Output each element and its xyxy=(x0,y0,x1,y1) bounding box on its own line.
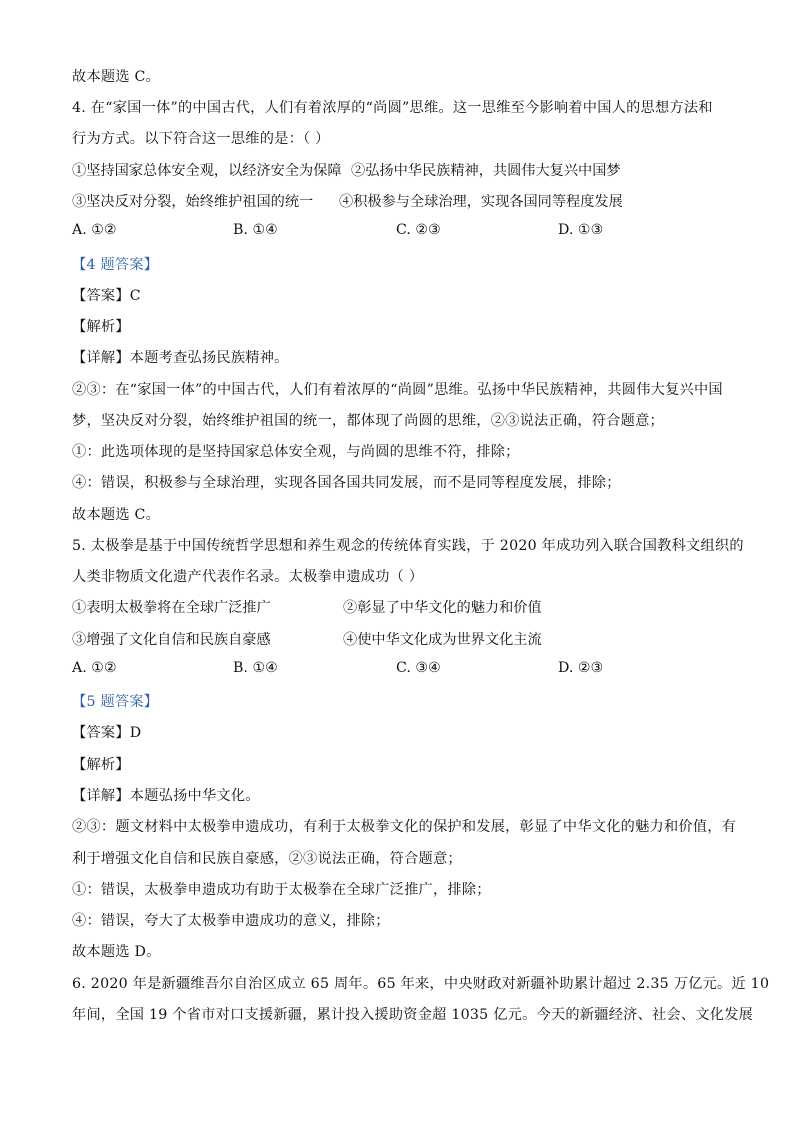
q5-statement-1: ①表明太极拳将在全球广泛推广 xyxy=(72,600,271,616)
q5-statement-3: ③增强了文化自信和民族自豪感 xyxy=(72,632,271,648)
q5-answer-heading: 【5 题答案】 xyxy=(72,694,159,710)
q4-explanation-3: ①：此选项体现的是坚持国家总体安全观，与尚圆的思维不符，排除； xyxy=(72,444,520,460)
q4-statement-2: ②弘扬中华民族精神，共圆伟大复兴中国梦 xyxy=(351,163,621,179)
q5-option-d: D. ②③ xyxy=(558,660,604,676)
q5-conclusion: 故本题选 D。 xyxy=(72,944,161,960)
q4-statements-row-1 xyxy=(72,160,722,180)
q4-option-d: D. ①③ xyxy=(558,222,604,238)
q4-answer: 【答案】C xyxy=(72,288,141,304)
q5-explanation-1: ②③：题文材料中太极拳申遗成功，有利于太极拳文化的保护和发展，彰显了中华文化的魅力和价值，有 xyxy=(72,819,737,835)
q6-stem-line-2: 年间，全国 19 个省市对口支援新疆，累计投入援助资金超 1035 亿元。今天的新疆经济、社会、文化发展 xyxy=(72,1007,754,1023)
q4-explanation-1: ②③：在“家国一体”的中国古代，人们有着浓厚的“尚圆”思维。弘扬中华民族精神，共圆伟大复兴中国 xyxy=(72,382,723,398)
q4-statement-1: ①坚持国家总体安全观，以经济安全为保障 xyxy=(72,163,342,179)
q4-option-c: C. ②③ xyxy=(396,222,441,238)
q5-explanation-3: ①：错误，太极拳申遗成功有助于太极拳在全球广泛推广，排除； xyxy=(72,882,491,898)
q5-detail-heading: 【详解】本题弘扬中华文化。 xyxy=(72,788,260,804)
q6-stem-line-1: 6. 2020 年是新疆维吾尔自治区成立 65 周年。65 年来，中央财政对新疆补助累计超过 2.35 万亿元。近 10 xyxy=(72,976,770,992)
q4-statements-row-2 xyxy=(72,191,722,211)
q4-options xyxy=(72,222,722,242)
q5-option-b: B. ①④ xyxy=(233,660,278,676)
q4-explanation-4: ④：错误，积极参与全球治理，实现各国各国共同发展，而不是同等程度发展，排除； xyxy=(72,475,621,491)
conclusion-q3: 故本题选 C。 xyxy=(72,69,161,85)
q5-analysis-heading: 【解析】 xyxy=(72,757,130,773)
q5-statements-row-1 xyxy=(72,597,722,617)
q5-options xyxy=(72,660,722,680)
q5-statement-4: ④使中华文化成为世界文化主流 xyxy=(343,632,542,648)
q4-conclusion: 故本题选 C。 xyxy=(72,507,161,523)
q4-analysis-heading: 【解析】 xyxy=(72,319,130,335)
q4-explanation-2: 梦，坚决反对分裂，始终维护祖国的统一，都体现了尚圆的思维，②③说法正确，符合题意； xyxy=(72,413,664,429)
q5-explanation-4: ④：错误，夸大了太极拳申遗成功的意义，排除； xyxy=(72,913,390,929)
q5-option-c: C. ③④ xyxy=(396,660,441,676)
q5-statement-2: ②彰显了中华文化的魅力和价值 xyxy=(343,600,542,616)
q4-option-a: A. ①② xyxy=(72,222,117,238)
q4-detail-heading: 【详解】本题考查弘扬民族精神。 xyxy=(72,350,289,366)
q4-stem-line-1: 4. 在“家国一体”的中国古代，人们有着浓厚的“尚圆”思维。这一思维至今影响着中国人的思想方法和 xyxy=(72,100,713,116)
q5-stem-line-1: 5. 太极拳是基于中国传统哲学思想和养生观念的传统体育实践，于 2020 年成功列入联合国教科文组织的 xyxy=(72,538,744,554)
q4-statement-4: ④积极参与全球治理，实现各国同等程度发展 xyxy=(339,194,623,210)
q5-stem-line-2: 人类非物质文化遗产代表作名录。太极拳申遗成功（ ） xyxy=(72,569,424,585)
q4-stem-line-2: 行为方式。以下符合这一思维的是：（ ） xyxy=(72,131,330,147)
q4-option-b: B. ①④ xyxy=(233,222,278,238)
q5-answer: 【答案】D xyxy=(72,725,142,741)
q5-statements-row-2 xyxy=(72,629,722,649)
q5-option-a: A. ①② xyxy=(72,660,117,676)
q4-answer-heading: 【4 题答案】 xyxy=(72,257,159,273)
q4-statement-3: ③坚决反对分裂，始终维护祖国的统一 xyxy=(72,194,314,210)
q5-explanation-2: 利于增强文化自信和民族自豪感，②③说法正确，符合题意； xyxy=(72,851,462,867)
